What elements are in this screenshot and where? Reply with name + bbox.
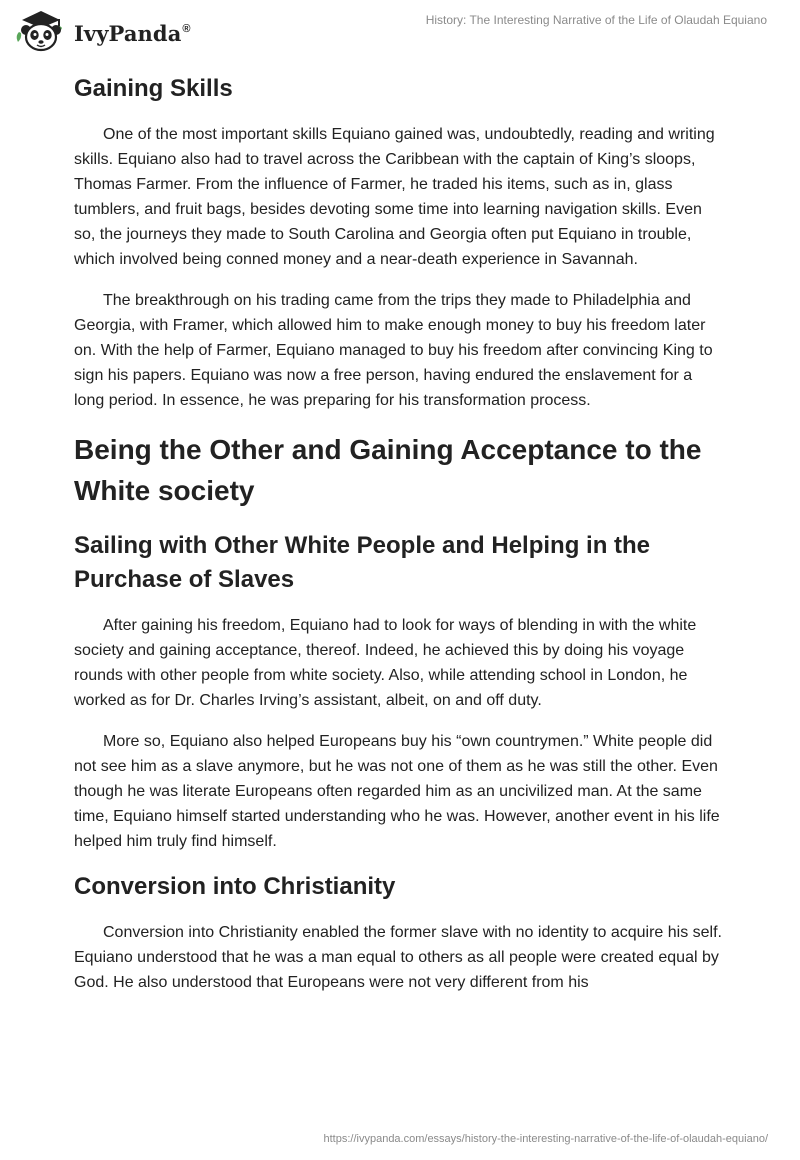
- heading-conversion: Conversion into Christianity: [74, 873, 396, 900]
- paragraph: After gaining his freedom, Equiano had to look for ways of blending in with the white society and gaining acceptance, thereof. Indeed, he achieved this by doing his voyage rounds with other people from white society. Also, while attending school in London, he worked as for Dr. Charles Irving’s assistant, albeit, on and off duty.: [74, 617, 697, 709]
- heading-gaining-skills: Gaining Skills: [74, 75, 233, 102]
- paragraph: More so, Equiano also helped Europeans buy his “own countrymen.” White people did not see him as a slave anymore, but he was not one of them as he was still the other. Even though he was literate Europeans often regarded him as an uncivilized man. At the same time, Equiano himself started understanding who he was. However, another event in his life helped him truly find himself.: [74, 733, 720, 850]
- paragraph: The breakthrough on his trading came from the trips they made to Philadelphia and Georgia, with Framer, which allowed him to make enough money to buy his freedom later on. With the help of Farmer, Equiano managed to buy his freedom after convincing King to sign his papers. Equiano was now a free person, having endured the enslavement for a long period. In essence, he was preparing for his transformation process.: [74, 292, 713, 409]
- article-body: [74, 72, 724, 1011]
- source-url-link[interactable]: https://ivypanda.com/essays/history-the-interesting-narrative-of-the-life-of-olaudah-equiano/: [323, 1133, 768, 1145]
- panda-graduation-cap-icon: [14, 8, 72, 52]
- heading-sailing: Sailing with Other White People and Helping in the Purchase of Slaves: [74, 532, 651, 593]
- document-title: History: The Interesting Narrative of the Life of Olaudah Equiano: [425, 13, 767, 27]
- paragraph: One of the most important skills Equiano gained was, undoubtedly, reading and writing skills. Equiano also had to travel across the Caribbean with the captain of King’s sloops, Thomas Farmer. From the influence of Farmer, he traded his items, such as in, glass tumblers, and fruit bags, besides devoting some time into learning navigation skills. Even so, the journeys they made to South Carolina and Georgia often put Equiano in trouble, which involved being conned money and a near-death experience in Savannah.: [74, 126, 715, 268]
- ivypanda-logo[interactable]: [14, 8, 214, 52]
- brand-name: IvyPanda®: [74, 20, 191, 46]
- page-header: [0, 0, 800, 60]
- paragraph: Conversion into Christianity enabled the former slave with no identity to acquire his self. Equiano understood that he was a man equal to others as all people were created equal by God. He also understood that Europeans were not very different from his: [74, 924, 722, 991]
- heading-being-the-other: Being the Other and Gaining Acceptance to the White society: [74, 434, 702, 506]
